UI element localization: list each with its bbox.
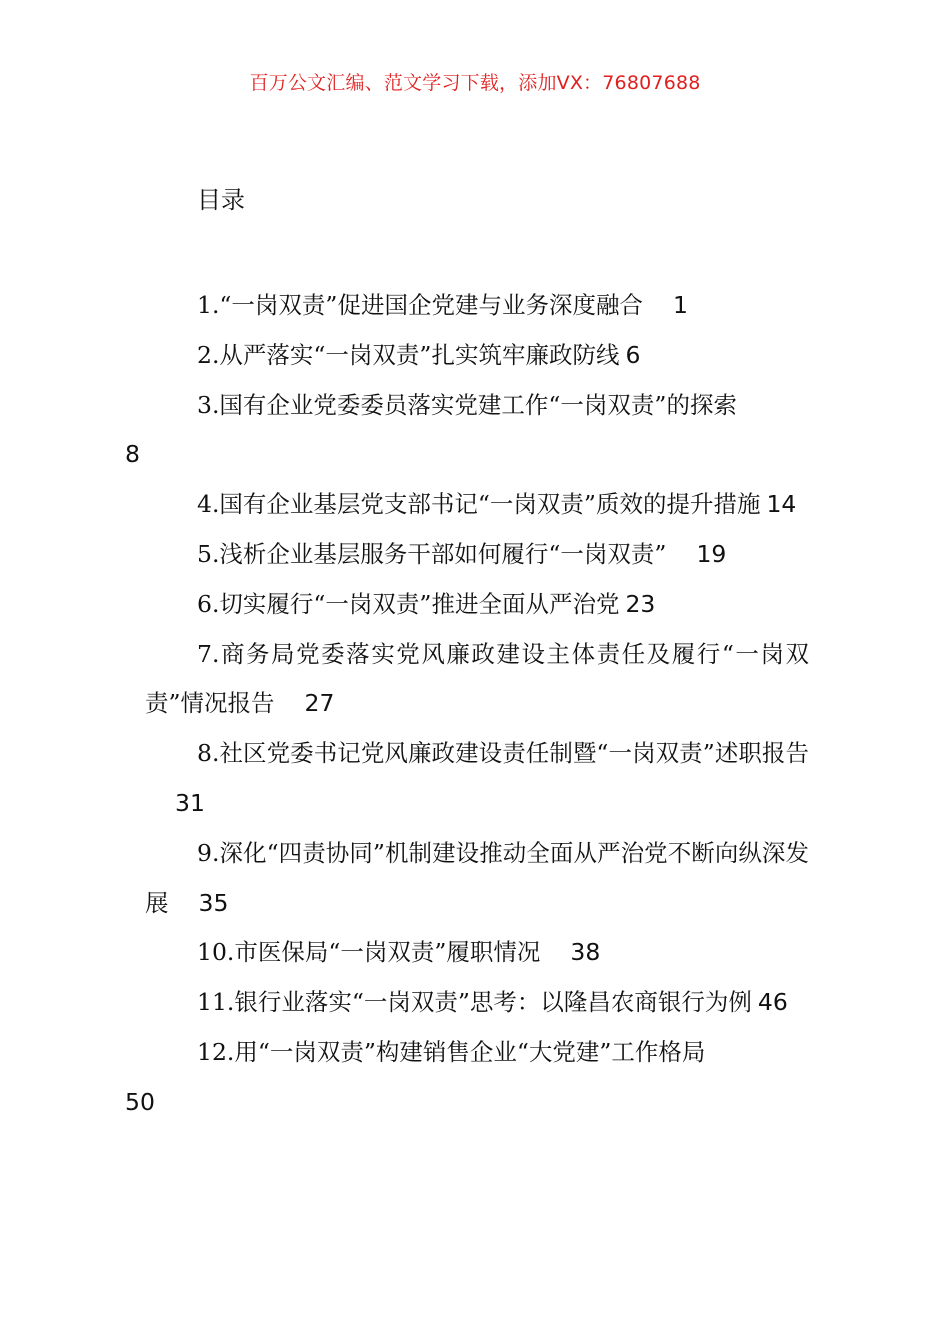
toc-entry-page: 27 [304,689,335,718]
toc-entry-page: 46 [757,988,788,1017]
toc-entry-title: 9.深化“四责协同”机制建设推动全面从严治党不断向纵深发展 [145,838,809,917]
toc-title: 目录 [197,186,245,214]
toc-entry-title: 11.银行业落实“一岗双责”思考：以隆昌农商银行为例 [197,988,752,1017]
toc-entry-4[interactable] [145,480,809,530]
toc-entry-page: 38 [570,938,601,967]
toc-entry-title: 8.社区党委书记党风廉政建设责任制暨“一岗双责”述职报告 [197,739,809,768]
toc-entry-12[interactable] [125,1028,809,1128]
toc-entry-page: 35 [198,888,229,917]
toc-entry-page: 14 [766,490,797,519]
toc-entry-page: 31 [175,788,205,817]
toc-entry-6[interactable] [145,580,809,630]
toc-entry-title: 3.国有企业党委委员落实党建工作“一岗双责”的探索 [197,390,737,419]
toc-entry-title: 12.用“一岗双责”构建销售企业“大党建”工作格局 [197,1037,706,1066]
toc-entry-page: 50 [125,1087,155,1116]
toc-entry-title: 6.切实履行“一岗双责”推进全面从严治党 [197,589,620,618]
toc-entry-10[interactable] [145,928,809,978]
toc-entry-1[interactable] [145,281,809,331]
toc-entry-page: 8 [125,440,140,469]
toc-entry-title: 10.市医保局“一岗双责”履职情况 [197,938,541,967]
toc-entry-page: 6 [625,340,641,369]
toc-entry-title: 5.浅析企业基层服务干部如何履行“一岗双责” [197,539,667,568]
toc-entry-7[interactable] [145,630,809,730]
table-of-contents [125,281,809,1128]
toc-entry-page: 23 [625,589,656,618]
toc-entry-title: 1.“一岗双责”促进国企党建与业务深度融合 [197,291,643,319]
toc-entry-title: 2.从严落实“一岗双责”扎实筑牢廉政防线 [197,340,620,369]
toc-entry-9[interactable] [145,829,809,929]
toc-entry-page: 19 [696,539,727,568]
toc-entry-11[interactable] [145,978,809,1028]
toc-entry-2[interactable] [145,331,809,381]
toc-entry-page: 1 [672,291,688,319]
header-note: 百万公文汇编、范文学习下载，添加VX：76807688 [249,72,701,94]
toc-entry-3[interactable] [125,381,809,481]
toc-entry-5[interactable] [145,530,809,580]
toc-entry-title: 4.国有企业基层党支部书记“一岗双责”质效的提升措施 [197,490,761,519]
toc-entry-title: 7.商务局党委落实党风廉政建设主体责任及履行“一岗双责”情况报告 [145,639,809,718]
toc-entry-8[interactable] [145,729,809,829]
